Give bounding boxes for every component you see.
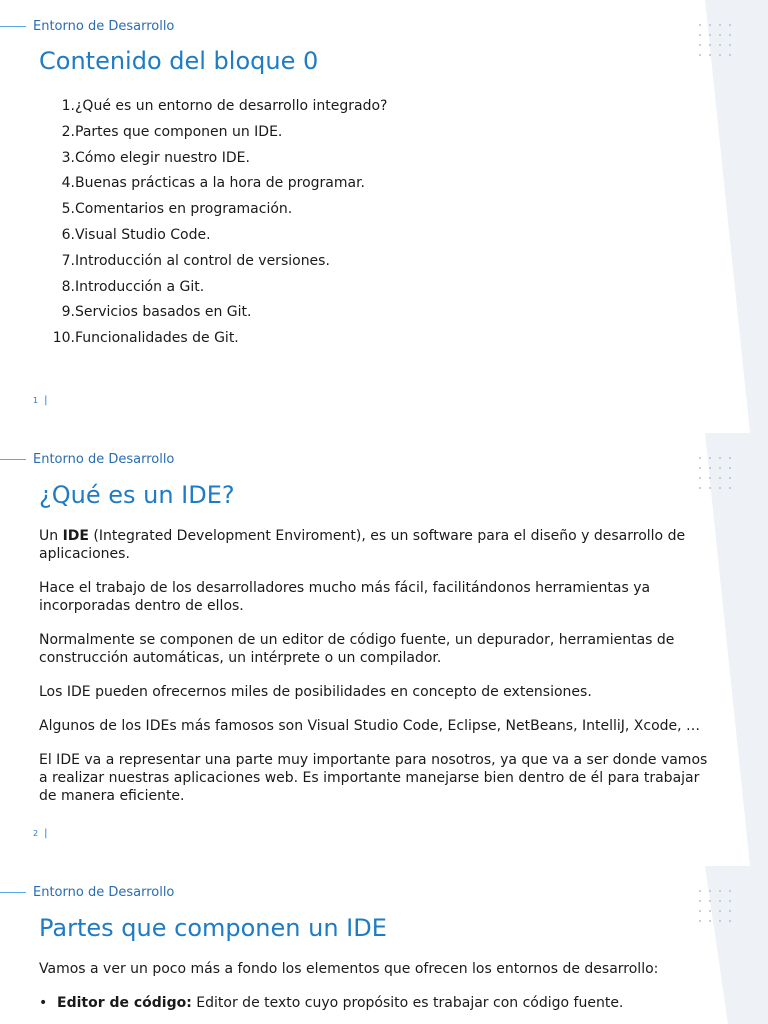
dot-icon (719, 890, 721, 892)
dot-icon (709, 900, 711, 902)
page-number-value: 1 (33, 396, 39, 405)
slide-header: Entorno de Desarrollo (33, 885, 175, 900)
toc-text: Introducción al control de versiones. (75, 252, 330, 269)
paragraph: Hace el trabajo de los desarrolladores mucho más fácil, facilitándonos herramientas ya incorporadas dentro de ellos. (39, 580, 651, 614)
dot-icon (719, 467, 721, 469)
paragraph-prefix: Un (39, 528, 63, 544)
toc-item (40, 277, 388, 303)
toc-number: 6. (61, 226, 75, 243)
dot-icon (699, 34, 701, 36)
slide-3 (0, 866, 768, 1024)
slide-title: ¿Qué es un IDE? (39, 481, 235, 509)
toc-text: ¿Qué es un entorno de desarrollo integrado? (75, 98, 388, 114)
dot-icon (729, 24, 731, 26)
toc-item (40, 302, 388, 328)
dot-icon (699, 910, 701, 912)
dot-icon (709, 467, 711, 469)
dot-icon (709, 487, 711, 489)
dot-icon (699, 24, 701, 26)
page-separator: | (44, 828, 48, 839)
dot-icon (719, 34, 721, 36)
header-rule (0, 892, 26, 893)
toc-text: Buenas prácticas a la hora de programar. (75, 175, 365, 192)
dot-icon (699, 890, 701, 892)
toc-number: 8. (61, 278, 75, 295)
dot-icon (729, 910, 731, 912)
ide-term: IDE (62, 528, 89, 544)
slide-1 (0, 0, 768, 433)
toc-text: Cómo elegir nuestro IDE. (75, 149, 250, 166)
dot-icon (729, 457, 731, 459)
toc-item (40, 251, 388, 277)
header-rule (0, 26, 26, 27)
toc-item (40, 96, 388, 122)
toc-number: 2. (61, 123, 75, 140)
toc-item (40, 122, 388, 148)
slide-header: Entorno de Desarrollo (33, 452, 175, 467)
dot-icon (719, 910, 721, 912)
slide-header: Entorno de Desarrollo (33, 19, 175, 34)
paragraph: Vamos a ver un poco más a fondo los elementos que ofrecen los entornos de desarrollo: (39, 961, 659, 977)
dot-icon (709, 457, 711, 459)
dot-icon (709, 34, 711, 36)
toc-item (40, 148, 388, 174)
dot-icon (699, 467, 701, 469)
dot-icon (729, 487, 731, 489)
page-number (33, 395, 47, 406)
paragraph: Los IDE pueden ofrecernos miles de posibilidades en concepto de extensiones. (39, 684, 592, 700)
bullet-text (57, 994, 623, 1012)
toc-number: 5. (61, 201, 75, 218)
dot-icon (709, 477, 711, 479)
dot-icon (729, 467, 731, 469)
dot-icon (729, 54, 731, 56)
dot-grid-decoration (696, 22, 736, 62)
dot-icon (699, 44, 701, 46)
toc-text: Comentarios en programación. (75, 201, 293, 218)
toc-number: 4. (61, 175, 75, 192)
bullet-list (39, 994, 719, 1012)
bullet-icon: • (39, 995, 48, 1011)
slide-title: Contenido del bloque 0 (39, 47, 319, 75)
page-number-value: 2 (33, 829, 39, 838)
toc-item (40, 225, 388, 251)
dot-icon (719, 44, 721, 46)
toc-text: Introducción a Git. (75, 278, 205, 295)
toc-item (40, 199, 388, 225)
slide-2 (0, 433, 768, 866)
dot-icon (709, 910, 711, 912)
header-rule (0, 459, 26, 460)
table-of-contents (40, 96, 388, 354)
dot-icon (709, 920, 711, 922)
toc-text: Servicios basados en Git. (75, 304, 252, 321)
paragraph (39, 527, 719, 563)
dot-icon (729, 477, 731, 479)
toc-number: 7. (61, 252, 75, 269)
dot-icon (729, 900, 731, 902)
dot-icon (699, 54, 701, 56)
paragraph-rest: (Integrated Development Enviroment), es un software para el diseño y desarrollo de aplicaciones. (39, 528, 686, 562)
toc-text: Partes que componen un IDE. (75, 123, 283, 140)
toc-item (40, 328, 388, 354)
bullet-description: Editor de texto cuyo propósito es trabajar con código fuente. (191, 995, 624, 1011)
dot-icon (699, 900, 701, 902)
paragraph: El IDE va a representar una parte muy importante para nosotros, ya que va a ser donde vamos a realizar nuestras aplicaciones web. Es importante manejarse bien dentro de él para trabajar de manera eficiente. (39, 752, 708, 804)
dot-grid-decoration (696, 455, 736, 495)
toc-text: Visual Studio Code. (75, 226, 211, 243)
page-number (33, 828, 47, 839)
dot-icon (709, 54, 711, 56)
dot-icon (719, 457, 721, 459)
page-separator: | (44, 395, 48, 406)
dot-icon (719, 900, 721, 902)
dot-icon (729, 34, 731, 36)
dot-icon (699, 457, 701, 459)
paragraph: Algunos de los IDEs más famosos son Visual Studio Code, Eclipse, NetBeans, IntelliJ, Xcode, … (39, 718, 701, 734)
toc-number: 1. (61, 98, 75, 114)
slide-body (39, 960, 719, 1012)
dot-icon (719, 487, 721, 489)
slide-body (39, 527, 719, 821)
bullet-item (39, 994, 719, 1012)
dot-icon (709, 24, 711, 26)
dot-icon (719, 920, 721, 922)
toc-item (40, 173, 388, 199)
dot-icon (699, 477, 701, 479)
toc-text: Funcionalidades de Git. (75, 330, 239, 347)
slide-title: Partes que componen un IDE (39, 914, 387, 942)
paragraph: Normalmente se componen de un editor de código fuente, un depurador, herramientas de construcción automáticas, un intérprete o un compilador. (39, 632, 675, 666)
toc-number: 3. (61, 149, 75, 166)
dot-icon (699, 487, 701, 489)
dot-icon (729, 920, 731, 922)
bullet-label: Editor de código: (57, 995, 192, 1011)
dot-icon (719, 54, 721, 56)
dot-grid-decoration (696, 888, 736, 928)
dot-icon (719, 24, 721, 26)
dot-icon (709, 44, 711, 46)
toc-number: 10. (52, 330, 75, 347)
dot-icon (729, 890, 731, 892)
dot-icon (699, 920, 701, 922)
dot-icon (719, 477, 721, 479)
dot-icon (729, 44, 731, 46)
toc-number: 9. (61, 304, 75, 321)
dot-icon (709, 890, 711, 892)
